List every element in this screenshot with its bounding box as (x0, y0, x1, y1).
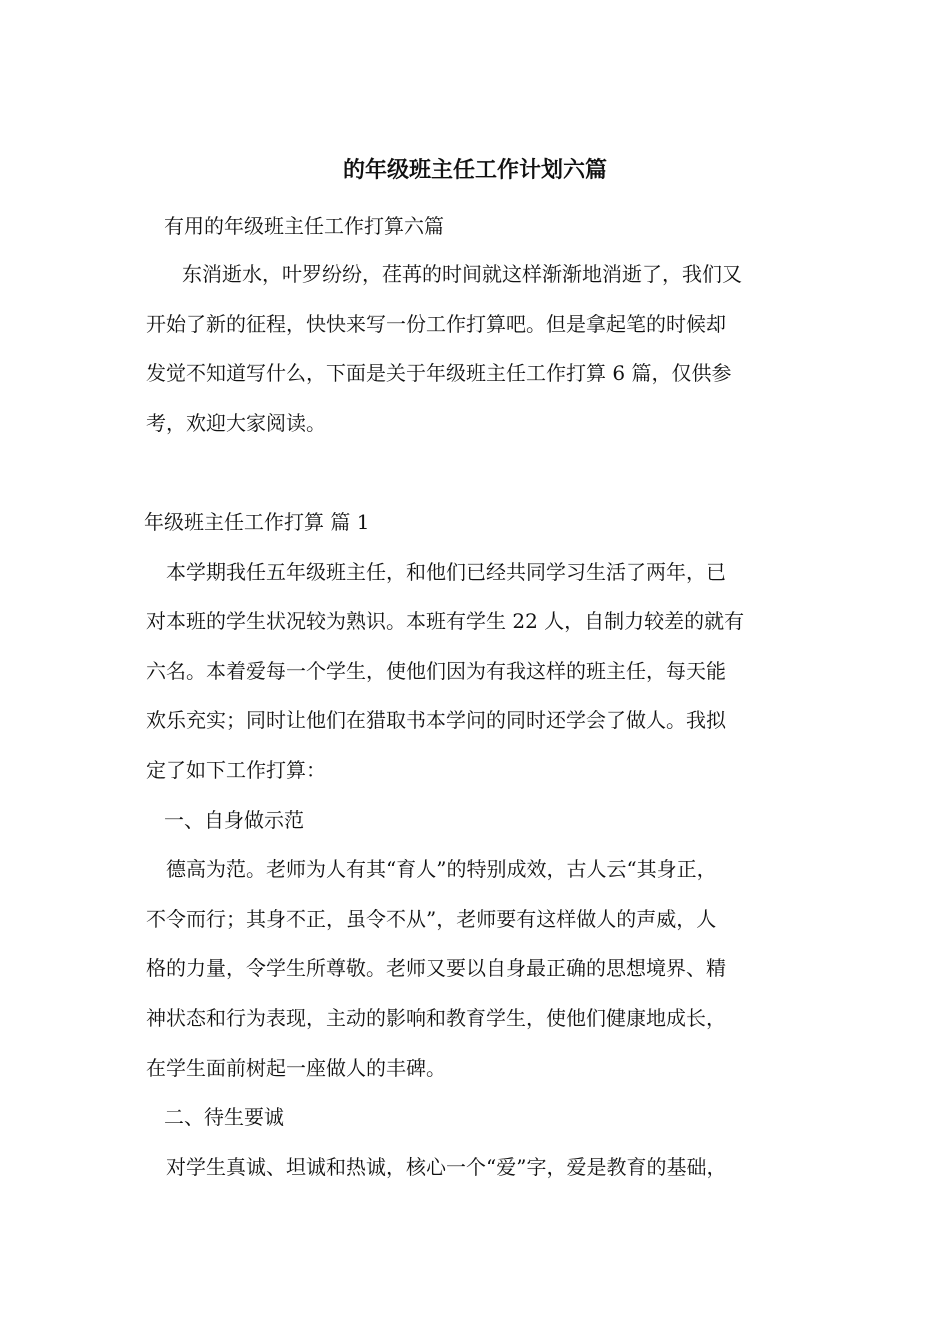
subtitle-line: 有用的年级班主任工作打算六篇 (164, 214, 444, 238)
paragraph-line: 考，欢迎大家阅读。 (146, 411, 326, 435)
section-heading: 年级班主任工作打算 篇 1 (144, 510, 370, 534)
paragraph-line: 对本班的学生状况较为熟识。本班有学生 22 人，自制力较差的就有 (146, 609, 745, 633)
paragraph-line: 发觉不知道写什么，下面是关于年级班主任工作打算 6 篇，仅供参 (146, 361, 732, 385)
paragraph-line: 本学期我任五年级班主任，和他们已经共同学习生活了两年，已 (166, 560, 726, 584)
subsection-heading: 二、待生要诚 (164, 1105, 284, 1129)
paragraph-line: 在学生面前树起一座做人的丰碑。 (146, 1056, 446, 1080)
paragraph-line: 定了如下工作打算： (146, 758, 326, 782)
paragraph-line: 欢乐充实；同时让他们在猎取书本学问的同时还学会了做人。我拟 (146, 708, 726, 732)
subsection-heading: 一、自身做示范 (164, 808, 304, 832)
paragraph-line: 开始了新的征程，快快来写一份工作打算吧。但是拿起笔的时候却 (146, 312, 726, 336)
paragraph-line: 德高为范。老师为人有其“育人”的特别成效，古人云“其身正， (166, 857, 717, 881)
document-title: 的年级班主任工作计划六篇 (342, 157, 607, 183)
paragraph-line: 神状态和行为表现，主动的影响和教育学生，使他们健康地成长， (146, 1006, 726, 1030)
paragraph-line: 东消逝水，叶罗纷纷，荏苒的时间就这样渐渐地消逝了，我们又 (182, 262, 742, 286)
paragraph-line: 六名。本着爱每一个学生，使他们因为有我这样的班主任，每天能 (146, 659, 726, 683)
paragraph-line: 格的力量，令学生所尊敬。老师又要以自身最正确的思想境界、精 (146, 956, 726, 980)
paragraph-line: 不令而行；其身不正，虽令不从”，老师要有这样做人的声威，人 (146, 907, 717, 931)
paragraph-line: 对学生真诚、坦诚和热诚，核心一个“爱”字，爱是教育的基础， (166, 1155, 727, 1179)
